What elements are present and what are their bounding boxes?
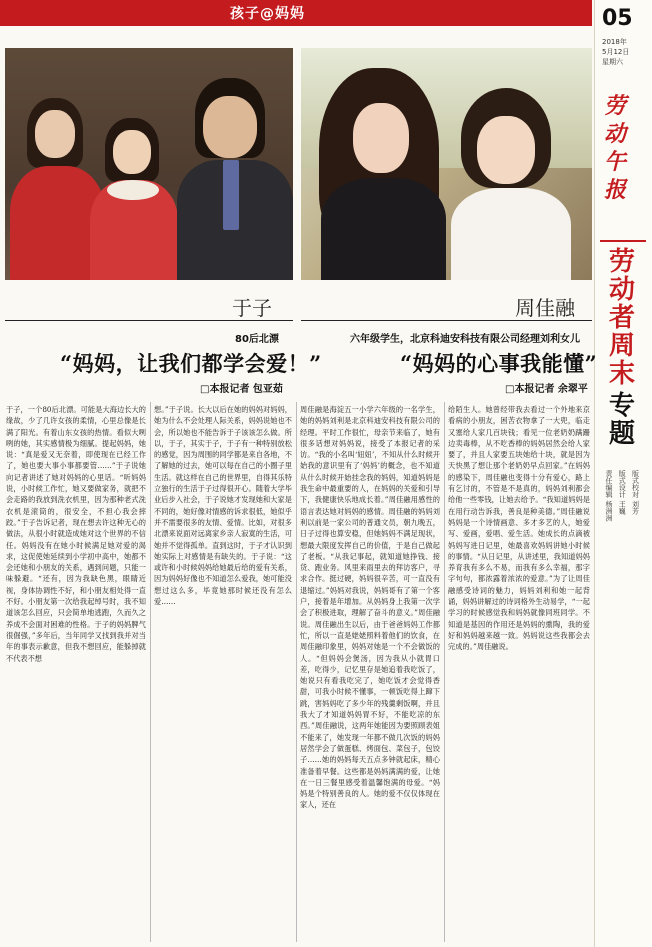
- credit-layout: 版式设计 王巍: [618, 470, 627, 515]
- figure-daughter-face: [477, 116, 535, 184]
- right-divider: [301, 320, 592, 321]
- right-article-continued-text: 周佳融出生以后，由于爸爸妈妈工作都忙，所以一直是姥姥照料着他们的饮食，在周佳融印象里，妈妈对她是一个不会做饭的人。“但妈妈会煲汤，因为我从小就胃口差，吃得少，记忆里存是她追着我吃饭了，她说只有看我吃完了，她吃饭才会觉得香甜，可我小时候不懂事，一顿饭吃得上蹿下跳，害妈妈吃了多少年的残羹剩饭啊，并且我大了才知道妈妈胃不好，不能吃凉的东西。”周佳融说，这两年她能因为要照顾表姐不能来了，她发现一年都不做几次饭的妈妈居然学会了做蛋糕、烤面包、菜包子，包饺子……她的妈妈每天五点多钟就起床，精心准备着早餐。这些都是妈妈满满的爱，让她在一日三餐里感受着温馨饱满的母爱。“妈妈是个特别善良的人。她的爱不仅仅体现在家人，还在: [300, 619, 440, 810]
- date-day: 5月12日: [602, 48, 630, 56]
- family-photo-right: [301, 48, 592, 280]
- right-article-column-2: 给陌生人。她曾经带我去看过一个外地来京看病的小朋友，困苦衣物拿了一大兜，临走又塞给人家几百块钱；看见一位老奶奶蹒跚边卖毒棒，从不吃香棒的妈妈居然会给人家要了，并且人家要五块她给十块，就是因为天快黑了想让那个老奶奶早点回家。”在妈妈的感染下，周佳融也变得十分有爱心，路上有乞讨的，不管是不是真的，妈妈刘利都会给他一些零钱，让她去给予。“我知道妈妈是在用行动告诉我，善良是种美德。”周佳融说妈妈是一个诗情画意、多才多艺的人，她爱写、爱画，爱唱、爱生活。她成长的点滴被妈妈写进日记里，她最喜欢妈妈讲她小时候的事情。“从日记里，从讲述里，我知道妈妈养育我有多么不易，而我有多么幸福，那字字句句，都浓露着浓浓的爱意。”为了让周佳融感受诗词的魅力，妈妈刘利和她一起背诵，妈妈讲解过的诗词格外生动易学，“一起学习的时候感觉我和妈妈就像同班同学。不知道是基因的作用还是妈妈的熏陶，我的爱好和妈妈越来越一致。妈妈说这些我都会去完成的。”周佳融说。: [448, 405, 590, 652]
- right-headline: “妈妈的心事我能懂”: [400, 351, 598, 376]
- right-subtitle: 六年级学生，北京科迪安科技有限公司经理刘利女儿: [350, 334, 580, 345]
- right-byline: □本报记者 余翠平: [505, 384, 588, 395]
- family-photo-left: [5, 48, 293, 280]
- left-subject-name: 于子: [232, 296, 272, 320]
- date-year: 2018年: [602, 38, 627, 46]
- feature-label: 专题: [609, 391, 636, 449]
- left-divider: [5, 320, 293, 321]
- issue-date: [602, 37, 648, 67]
- figure-child-collar: [107, 180, 159, 200]
- credit-proof: 版式校对 刘芳: [631, 470, 640, 515]
- figure-father-tie: [223, 160, 239, 230]
- right-article-column-1: 周佳融是海淀五一小学六年级的一名学生，她的妈妈刘利是北京科迪安科技有限公司的经理。平时工作很忙，母亲节来临了，她有很多话想对妈妈说，接受了本报记者的采访。“我的小名叫‘妞妞’，不知从什么时候开始我的意识里有了‘妈妈’的概念，也不知道从什么时候开始挂念我的妈妈，知道妈妈是我生命中最重要的人，在妈妈的关爱和引导下，我健康快乐地成长着。”周佳融用感性的语言表达她对妈妈的感情。周佳融的妈妈刘利以前是一家公司的普通文员，朝九晚五，日子过得也算安稳，但她妈妈不满足现状，想最大限度发挥自己的价值，于是自己做起了老板。“从我记事起，就知道她挣钱、接货、跑业务。风里来雨里去的拜访客户，寻求合作。挺过硬，妈妈很辛苦，可一直没有退缩过。”妈妈对我说，妈妈哥有了第一个客户，接着是年增加。从妈妈身上我第一次学会了积极进取，理解了奋斗的意义。”周佳融说。周佳融出生以后，由于爸爸妈妈工作都忙，所以一直是姥姥照料着他们的饮食，在周佳融印象里，妈妈对她是一个不会做饭的人。“但妈妈会煲汤，因为我从小就胃口差，吃得少，记忆里存是她追着我吃饭了，她说只有看我吃完了，她吃饭才会觉得香甜，可我小时候不懂事，一顿饭吃得上蹿下跳，害妈妈吃了多少年的残羹剩饭啊，并且我大了才知道妈妈胃不好，不能吃凉的东西。”周佳融说，这两年她能因为要照顾表姐不能来了，她发现一年都不做几次饭的妈妈居然学会了做蛋糕、烤面包、菜包子，包饺子……她的妈妈每天五点多钟就起床，精心准备着早餐。这些都是妈妈满满的爱，让她在一日三餐里感受着温馨饱满的母爱。“妈妈是个特别善良的人。她的爱不仅仅体现在家人，还在: [300, 405, 440, 810]
- left-headline: “妈妈，让我们都学会爱！”: [60, 351, 322, 376]
- column-divider: [444, 402, 445, 942]
- page-number: 05: [602, 6, 633, 31]
- right-subject-name: 周佳融: [515, 296, 575, 320]
- figure-mother-face: [353, 103, 409, 173]
- figure-mother-dress: [321, 178, 446, 280]
- column-divider: [296, 402, 297, 942]
- figure-mother-face: [35, 110, 75, 158]
- date-weekday: 星期六: [602, 58, 623, 66]
- editor-credits: [604, 470, 648, 543]
- section-tag: 孩子@妈妈: [230, 6, 305, 22]
- left-article-column-1: 于子，一个80后北漂。可能是大海边长大的缘故，少了几许女孩的柔情，心里总像是长满了阳光。有着山东女孩的热情。看似大咧咧的她，其实感情极为细腻。提起妈妈，她说：“真是爱又无奈着，即使现在已经工作了，她也要大事小事都要管……”于子说她向记者讲述了她对妈妈的心里话。“听妈妈说，小时候工作忙，她又要做家务，就把不会走路的我放到洗衣机里，因为那种老式洗衣机是滚筒的，很安全，不担心我会摔跤。”于子告诉记者，现在想去许这种无心的做法，从很小时就造成她对这个世界的不信任。妈妈没有在她小时候满足她对爱的渴求，这促使她延续到小学初中高中，她都不会还她和小朋友的关系，遇到问题，只能一味躲避。“还有，因为我缺色黑，眼睛近视，身体协调性不好，和小朋友相处得一直不好。小朋友第一次给我起绰号时，我不知道该怎么回应，只会简单地逃跑，久而久之养成不会面对困难的性格。于子的妈妈脾气很倔强，”多年后，当年同学又找到我并对当年的事表示歉意，但我不想回应，能躲掉就不代表不想: [6, 405, 146, 663]
- figure-child-face: [113, 130, 151, 174]
- newspaper-logo: 劳动午报: [604, 93, 627, 203]
- figure-daughter-dress: [451, 188, 571, 280]
- credit-editor: 责任编辑 杨洲洲: [605, 470, 613, 522]
- left-article-column-2: 想。”于子说。长大以后在她的妈妈对妈妈，她为什么不会处理人际关系，妈妈说她也不会，所以她也不能告诉于子该该怎么做。所以，于子，其实于子，于子有一种特别放松的感觉，因为周围的同学都是来自各地，不了解她的过去，她可以每在自己的小圈子里生活。就这样在自己的世界里，自得其乐特立独行的生活于子过得很开心。随着大学毕业后步入社会，于子说她才发现她和大家是不同的，她好像对情感的诉求很低，她似乎并不需要很多的友情、爱情。比如，对很多北漂来说面对远离家乡亲人寂寞的生活，可她并不觉得孤单。直到这时，于子才认识到她实际上对感情是有缺失的。于子说：“这或许和小时候妈妈给她最后给的爱有关系，因为妈妈好像也不知道怎么爱我，她可能没想过这么多，毕竟她那时候还没有怎么爱……: [154, 405, 292, 607]
- column-divider: [150, 402, 151, 942]
- section-title: 劳动者周末: [609, 247, 636, 389]
- left-subtitle: 80后北漂: [235, 334, 279, 345]
- left-byline: □本报记者 包亚茹: [200, 384, 283, 395]
- figure-father-face: [203, 96, 257, 158]
- section-header-band: [0, 0, 592, 26]
- sidebar-divider: [600, 240, 646, 242]
